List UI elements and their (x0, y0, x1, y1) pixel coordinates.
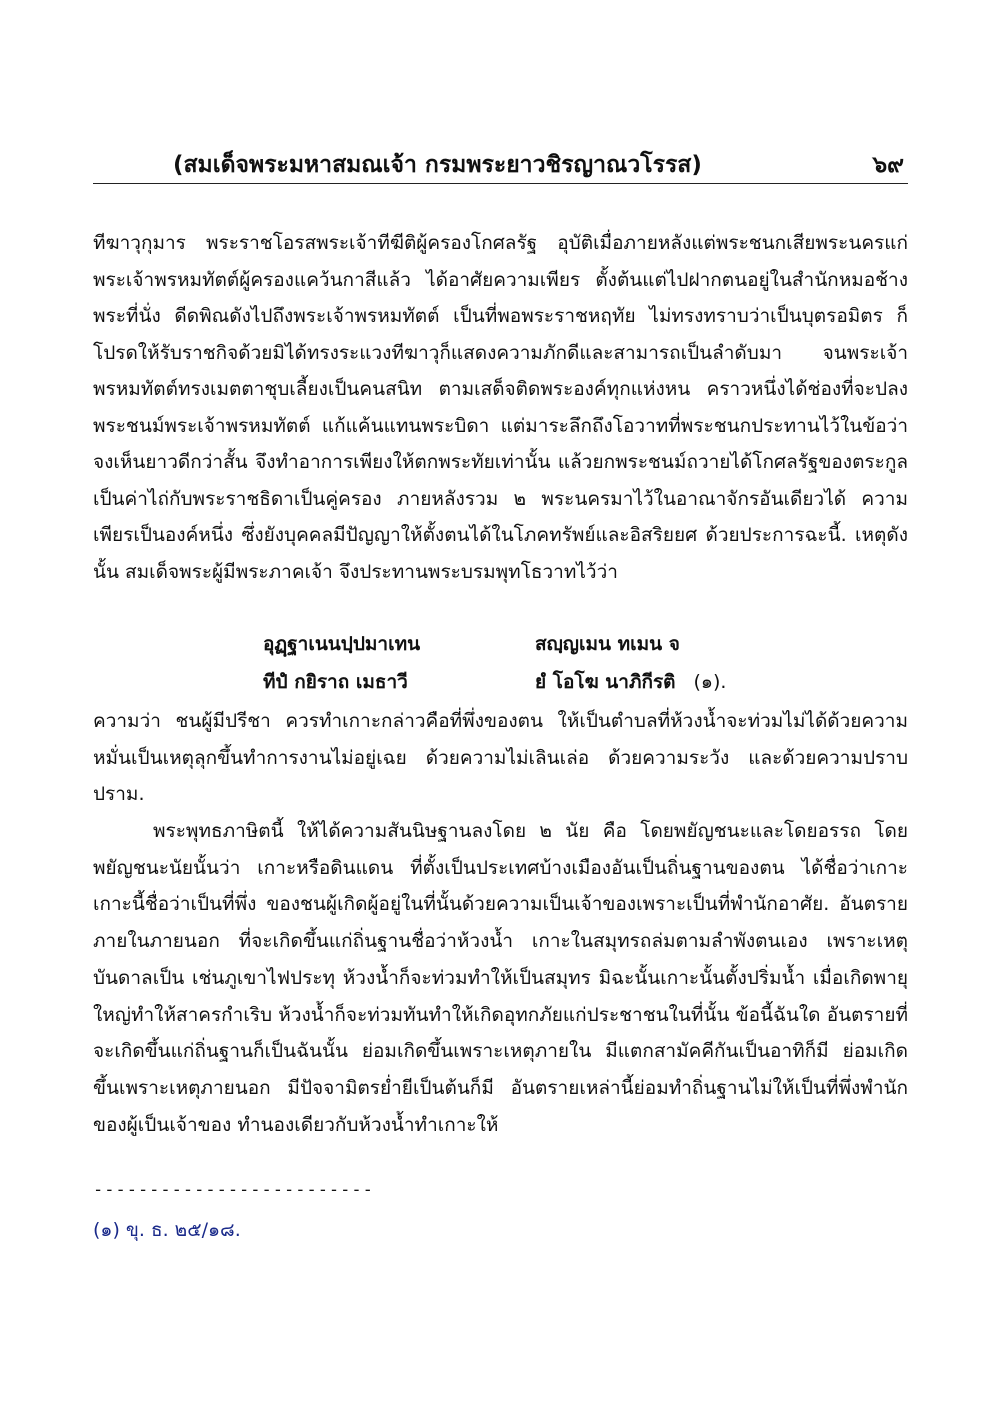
body-paragraph-3 (93, 813, 908, 1143)
body-paragraph-1 (93, 225, 908, 590)
footnote: (๑) ขุ. ธ. ๒๕/๑๘. (93, 1219, 241, 1241)
verse-line-2-left: ทีปํ กยิราถ เมธาวี (263, 671, 408, 693)
paragraph-text: พระพุทธภาษิตนี้ ให้ได้ความสันนิษฐานลงโดย ๒ นัย คือ โดยพยัญชนะและโดยอรรถ โดยพยัญชนะนัยนั้นว่า เกาะหรือดินแดน ที่ตั้งเป็นประเทศบ้างเมืองอันเป็นถิ่นฐานของตน ได้ชื่อว่าเกาะ เกาะนี้ชื่อว่าเป็นที่พึ่ง ของชนผู้เกิดผู้อยู่ในที่นั้นด้วยความเป็นเจ้าของเพราะเป็นที่พำนักอาศัย. อันตรายภายในภายนอก ที่จะเกิดขึ้นแก่ถิ่นฐานชื่อว่าห้วงน้ำ เกาะในสมุทรถล่มตามลำพังตนเอง เพราะเหตุบันดาลเป็น เช่นภูเขาไฟประทุ ห้วงน้ำก็จะท่วมทำให้เป็นสมุทร มิฉะนั้นเกาะนั้นตั้งปริ่มน้ำ เมื่อเกิดพายุใหญ่ทำให้สาครกำเริบ ห้วงน้ำก็จะท่วมทันทำให้เกิดอุทกภัยแก่ประชาชนในที่นั้น ข้อนี้ฉันใด อันตรายที่จะเกิดขึ้นแก่ถิ่นฐานก็เป็นฉันนั้น ย่อมเกิดขึ้นเพราะเหตุภายใน มีแตกสามัคคีกันเป็นอาทิก็มี ย่อมเกิดขึ้นเพราะเหตุภายนอก มีปัจจามิตรย่ำยีเป็นต้นก็มี อันตรายเหล่านี้ย่อมทำถิ่นฐานไม่ให้เป็นที่พึ่งพำนักของผู้เป็นเจ้าของ ทำนองเดียวกับห้วงน้ำทำเกาะให้ (93, 820, 908, 1136)
verse-line-1-right: สญฺญเมน ทเมน จ (535, 633, 680, 655)
page-header (93, 143, 908, 184)
verse-line-2-right-text: ยํ โอโฆ นาภิกีรติ (535, 671, 676, 693)
verse-line-1-left: อุฏฺฐาเนนปฺปมาเทน (263, 633, 421, 655)
page-number: ๖๙ (872, 152, 904, 178)
running-title: (สมเด็จพระมหาสมณเจ้า กรมพระยาวชิรญาณวโรรส) (173, 152, 702, 178)
footnote-reference[interactable]: (๑). (693, 671, 727, 693)
verse-line-2-right (535, 667, 726, 697)
footnote-separator: ------------------------- (93, 1180, 374, 1200)
paragraph-text: ทีฆาวุกุมาร พระราชโอรสพระเจ้าทีฆีติผู้ครองโกศลรัฐ อุบัติเมื่อภายหลังแต่พระชนกเสียพระนครแก่พระเจ้าพรหมทัตต์ผู้ครองแคว้นกาสีแล้ว ได้อาศัยความเพียร ตั้งต้นแต่ไปฝากตนอยู่ในสำนักหมอช้างพระที่นั่ง ดีดพิณดังไปถึงพระเจ้าพรหมทัตต์ เป็นที่พอพระราชหฤทัย ไม่ทรงทราบว่าเป็นบุตรอมิตร ก็โปรดให้รับราชกิจด้วยมิได้ทรงระแวงทีฆาวุก็แสดงความภักดีและสามารถเป็นลำดับมา จนพระเจ้าพรหมทัตต์ทรงเมตตาชุบเลี้ยงเป็นคนสนิท ตามเสด็จติดพระองค์ทุกแห่งหน คราวหนึ่งได้ช่องที่จะปลงพระชนม์พระเจ้าพรหมทัตต์ แก้แค้นแทนพระบิดา แต่มาระลึกถึงโอวาทที่พระชนกประทานไว้ในข้อว่า จงเห็นยาวดีกว่าสั้น จึงทำอาการเพียงให้ตกพระทัยเท่านั้น แล้วยกพระชนม์ถวายได้โกศลรัฐของตระกูลเป็นค่าไถ่กับพระราชธิดาเป็นคู่ครอง ภายหลังรวม ๒ พระนครมาไว้ในอาณาจักรอันเดียวได้ ความเพียรเป็นองค์หนึ่ง ซึ่งยังบุคคลมีปัญญาให้ตั้งตนได้ในโภคทรัพย์และอิสริยยศ ด้วยประการฉะนี้. เหตุดังนั้น สมเด็จพระผู้มีพระภาคเจ้า จึงประทานพระบรมพุทโธวาทไว้ว่า (93, 232, 908, 583)
body-paragraph-2 (93, 703, 908, 813)
paragraph-text: ความว่า ชนผู้มีปรีชา ควรทำเกาะกล่าวคือที่พึ่งของตน ให้เป็นตำบลที่ห้วงน้ำจะท่วมไม่ได้ด้วยความหมั่นเป็นเหตุลุกขึ้นทำการงานไม่อยู่เฉย ด้วยความไม่เลินเล่อ ด้วยความระวัง และด้วยความปราบปราม. (93, 710, 908, 805)
